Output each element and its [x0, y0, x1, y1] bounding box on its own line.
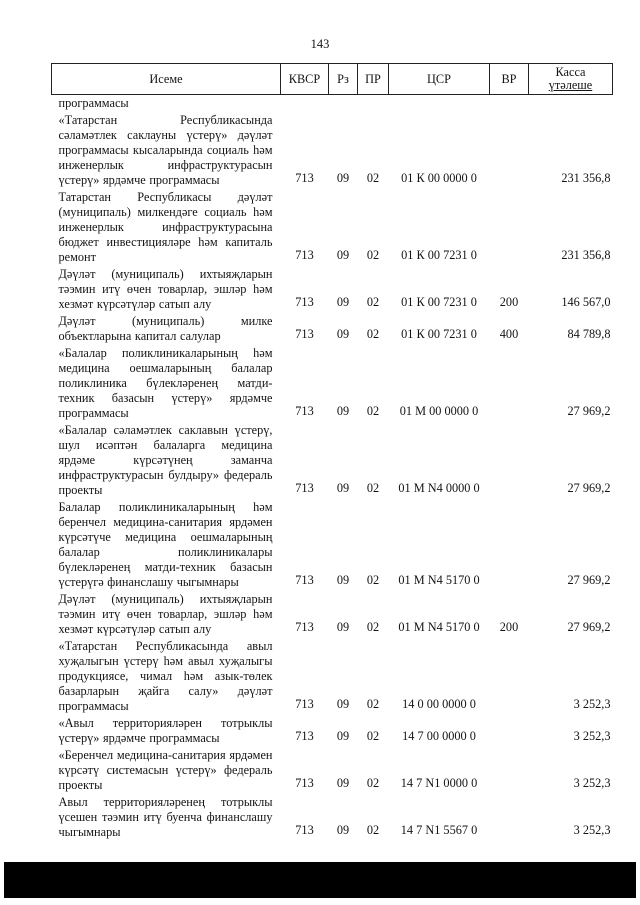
cell-csr: 01 К 00 7231 0	[401, 295, 477, 309]
cell-rz: 09	[336, 823, 350, 837]
cell-rz: 09	[336, 776, 350, 790]
cell-pr: 02	[366, 171, 380, 185]
cell-kvsr: 713	[295, 327, 314, 341]
cell-vr: 200	[499, 620, 519, 634]
cell-csr: 01 М N4 5170 0	[398, 573, 480, 587]
cell-vr	[490, 345, 529, 422]
header-kassa	[529, 64, 613, 95]
cell-pr: 02	[366, 573, 380, 587]
cell-sum: 231 356,8	[561, 171, 611, 185]
cell-sum: 84 789,8	[567, 327, 611, 341]
cell-sum	[529, 95, 613, 113]
header-kassa-line1: Касса	[555, 65, 586, 79]
cell-kvsr: 713	[295, 620, 314, 634]
table-row	[52, 189, 613, 266]
cell-csr: 01 К 00 7231 0	[401, 248, 477, 262]
cell-pr: 02	[366, 481, 380, 495]
cell-rz	[329, 95, 358, 113]
cell-sum: 3 252,3	[573, 823, 611, 837]
cell-csr: 01 М 00 0000 0	[399, 404, 479, 418]
cell-csr: 01 К 00 0000 0	[401, 171, 477, 185]
cell-sum: 27 969,2	[567, 620, 611, 634]
cell-csr: 14 0 00 0000 0	[402, 697, 476, 711]
cell-sum: 3 252,3	[573, 776, 611, 790]
cell-pr: 02	[366, 327, 380, 341]
cell-kvsr: 713	[295, 481, 314, 495]
cell-name: «Беренчел медицина-санитария ярдәмен күрсәтү системасын үстерү» федераль проекты	[58, 748, 273, 792]
cell-rz: 09	[336, 404, 350, 418]
header-kassa-line2: үтәлеше	[548, 78, 593, 92]
cell-vr	[490, 422, 529, 499]
cell-name: Дәүләт (муниципаль) ихтыяҗларын тәэмин итү өчен товарлар, эшләр һәм хезмәт күрсәтүләр сатып алу	[58, 267, 273, 311]
cell-pr: 02	[366, 697, 380, 711]
cell-pr	[358, 95, 389, 113]
cell-kvsr: 713	[295, 573, 314, 587]
cell-csr: 01 К 00 7231 0	[401, 327, 477, 341]
cell-name: «Авыл территорияләрен тотрыклы үстерү» ярдәмче программасы	[58, 716, 273, 745]
cell-kvsr: 713	[295, 776, 314, 790]
cell-vr	[490, 499, 529, 591]
header-csr: ЦСР	[389, 64, 490, 95]
cell-rz: 09	[336, 573, 350, 587]
table-row	[52, 95, 613, 113]
cell-sum: 3 252,3	[573, 697, 611, 711]
cell-rz: 09	[336, 295, 350, 309]
cell-name: «Балалар поликлиникаларының һәм медицина оешмаларының балалар поликлиника бүлекләренең матди-техник базасын үстерү» ярдәмче программасы	[58, 346, 273, 420]
cell-pr: 02	[366, 620, 380, 634]
page-number: 143	[310, 37, 330, 51]
table-row	[52, 638, 613, 715]
table-row	[52, 794, 613, 841]
cell-kvsr: 713	[295, 729, 314, 743]
cell-vr	[490, 112, 529, 189]
cell-kvsr: 713	[295, 697, 314, 711]
cell-pr: 02	[366, 248, 380, 262]
cell-csr: 01 М N4 5170 0	[398, 620, 480, 634]
cell-csr	[389, 95, 490, 113]
cell-kvsr: 713	[295, 248, 314, 262]
cell-csr: 01 М N4 0000 0	[398, 481, 480, 495]
cell-pr: 02	[366, 729, 380, 743]
cell-sum: 27 969,2	[567, 573, 611, 587]
budget-table	[51, 63, 613, 841]
header-kvsr: КВСР	[281, 64, 329, 95]
cell-name: Татарстан Республикасы дәүләт (муниципаль) милкендәге социаль һәм инженерлык инфраструктурасына бюджет инвестицияләре һәм капиталь ремонт	[58, 190, 273, 264]
table-row	[52, 266, 613, 313]
cell-csr: 14 7 00 0000 0	[402, 729, 476, 743]
scan-bottom-bar	[4, 862, 636, 898]
cell-sum: 231 356,8	[561, 248, 611, 262]
cell-kvsr: 713	[295, 823, 314, 837]
cell-kvsr: 713	[295, 295, 314, 309]
cell-name: программасы	[58, 96, 129, 110]
cell-rz: 09	[336, 729, 350, 743]
cell-pr: 02	[366, 404, 380, 418]
cell-vr	[490, 747, 529, 794]
header-name: Исеме	[52, 64, 281, 95]
cell-rz: 09	[336, 327, 350, 341]
cell-name: Дәүләт (муниципаль) ихтыяҗларын тәэмин итү өчен товарлар, эшләр һәм хезмәт күрсәтүләр сатып алу	[58, 592, 273, 636]
cell-rz: 09	[336, 481, 350, 495]
header-pr: ПР	[358, 64, 389, 95]
header-vr: ВР	[490, 64, 529, 95]
cell-kvsr	[281, 95, 329, 113]
cell-vr	[490, 95, 529, 113]
cell-rz: 09	[336, 620, 350, 634]
cell-vr	[490, 794, 529, 841]
cell-pr: 02	[366, 295, 380, 309]
cell-csr: 14 7 N1 0000 0	[400, 776, 478, 790]
table-row	[52, 715, 613, 747]
cell-name: «Татарстан Республикасында сәламәтлек саклауны үстерү» дәүләт программасы кысаларында социаль һәм инженерлык инфраструктурасын үстерү» ярдәмче программасы	[58, 113, 273, 187]
table-row	[52, 499, 613, 591]
cell-sum: 27 969,2	[567, 404, 611, 418]
cell-pr: 02	[366, 823, 380, 837]
cell-vr	[490, 715, 529, 747]
cell-vr	[490, 189, 529, 266]
cell-name: Дәүләт (муниципаль) милке объектларына капитал салулар	[58, 314, 273, 343]
cell-sum: 146 567,0	[561, 295, 611, 309]
table-row	[52, 345, 613, 422]
cell-name: Балалар поликлиникаларының һәм беренчел медицина-санитария ярдәмен күрсәтүче медицина оешмаларының балалар поликлиникалары бүлекләренең матди-техник базасын үстерүгә финанслашу чыгымнары	[58, 500, 273, 589]
table-row	[52, 591, 613, 638]
cell-sum: 3 252,3	[573, 729, 611, 743]
cell-name: Авыл территорияләренең тотрыклы үсешен тәэмин итү буенча финанслашу чыгымнары	[58, 795, 273, 839]
cell-csr: 14 7 N1 5567 0	[400, 823, 478, 837]
cell-rz: 09	[336, 697, 350, 711]
table-row	[52, 422, 613, 499]
cell-rz: 09	[336, 171, 350, 185]
table-body	[52, 95, 613, 842]
cell-sum: 27 969,2	[567, 481, 611, 495]
table-row	[52, 747, 613, 794]
cell-kvsr: 713	[295, 404, 314, 418]
cell-name: «Балалар сәламәтлек саклавын үстерү, шул исәптән балаларга медицина ярдәме күрсәтүнең заманча инфраструктурасын булдыру» федераль проекты	[58, 423, 273, 497]
header-rz: Рз	[329, 64, 358, 95]
table-row	[52, 313, 613, 345]
cell-kvsr: 713	[295, 171, 314, 185]
cell-rz: 09	[336, 248, 350, 262]
cell-name: «Татарстан Республикасында авыл хуҗалыгын үстерү һәм авыл хуҗалыгы продукциясе, чимал һәм азык-төлек базарларын җайга салу» дәүләт программасы	[58, 639, 273, 713]
cell-vr: 200	[499, 295, 519, 309]
cell-vr: 400	[499, 327, 519, 341]
table-row	[52, 112, 613, 189]
cell-vr	[490, 638, 529, 715]
cell-pr: 02	[366, 776, 380, 790]
table-header	[52, 64, 613, 95]
